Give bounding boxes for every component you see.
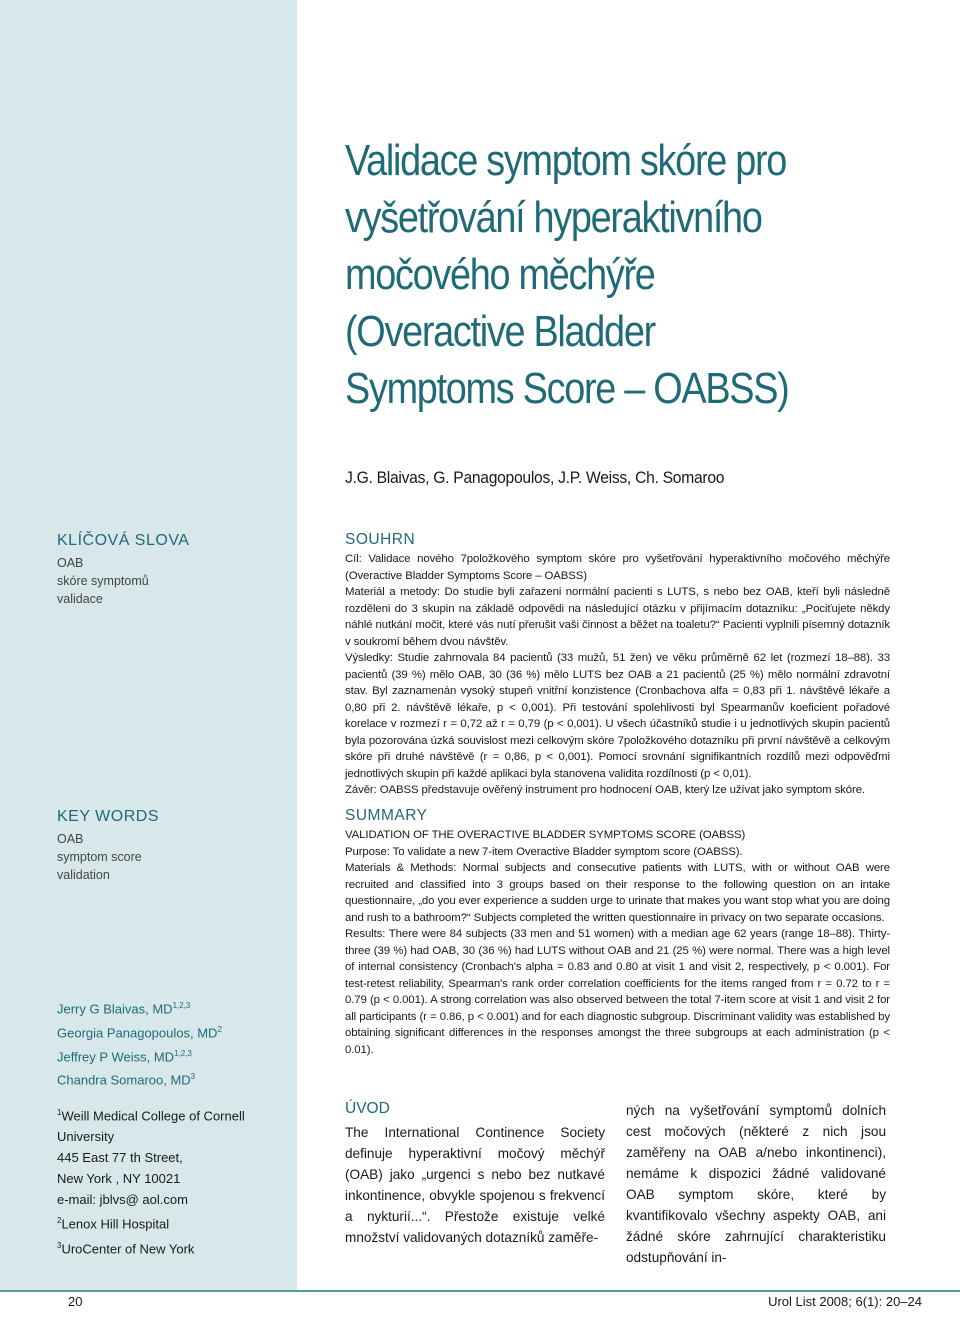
title-line: močového měchýře [345, 250, 655, 299]
affiliation-email: e-mail: jblvs@ aol.com [57, 1192, 188, 1208]
summary-paragraph: Purpose: To validate a new 7-item Overactive Bladder symptom score (OABSS). [345, 845, 743, 858]
summary-paragraph: Results: There were 84 subjects (33 men and 51 women) with a median age 62 years (range 18–88). Thirty-three (39 %) had OAB, 30 (36 %) had LUTS without OAB and 21 (25 %) were normal. There was a high level of internal consistency (Cronbach's alpha = 0.83 and 0.80 at visit 1 and visit 2, respectively, p < 0.001). For test-retest reliability, Spearman's rank order correlation coefficients for the items ranged from r = 0.72 to r = 0.79 (p < 0.001). A strong correlation was also observed between the total 7-item score at visit 1 and visit 2 for all participants (r = 0.86, p < 0.001) and for each diagnostic subgroup. Discriminant validity was established by obtaining significant differences in the responses amongst the three subgroups at each administration (p < 0.01). [345, 928, 890, 1056]
affiliation-line: 445 East 77 th Street, [57, 1150, 183, 1166]
author-entry: Jeffrey P Weiss, MD$^{1,2,3}$ [57, 1048, 192, 1064]
author-entry: Jerry G Blaivas, MD$^{1,2,3}$ [57, 1001, 191, 1017]
keyword: OAB [57, 832, 84, 846]
summary-paragraph: VALIDATION OF THE OVERACTIVE BLADDER SYMPTOMS SCORE (OABSS) [345, 829, 746, 841]
souhrn-paragraph: Materiál a metody: Do studie byli zařazeni normální pacienti s LUTS, s nebo bez OAB, kteří byli následně rozděleni do 3 skupin na základě odpovědi na následující otázku v přijímacím dotazníku: „Pociťujete někdy náhlé nutkání močit, které vás nutí přerušit vaši činnost a běžet na toaletu?“ Pacienti vyplnili písemný dotazník v soukromí během dvou návštěv. [345, 586, 890, 648]
souhrn-section [345, 531, 890, 799]
title-line: Symptoms Score – OABSS) [345, 364, 789, 413]
sidebar-panel [0, 0, 297, 1290]
author-entry: Georgia Panagopoulos, $MD^2$ [57, 1024, 222, 1041]
journal-citation: Urol List 2008; 6(1): 20–24 [768, 1294, 922, 1309]
affiliation-line: $^3$UroCenter of New York [57, 1240, 195, 1256]
uvod-column-1 [345, 1100, 605, 1248]
affiliation-line: $^2$Lenox Hill Hospital [57, 1216, 170, 1232]
souhrn-paragraph: Cíl: Validace nového 7položkového symptom skóre pro vyšetřování hyperaktivního močového měchýře (Overactive Bladder Symptoms Score – OABSS) [345, 553, 890, 582]
souhrn-paragraph: Výsledky: Studie zahrnovala 84 pacientů (33 mužů, 51 žen) ve věku průměrně 62 let (rozmezí 18–88). 33 pacientů (39 %) mělo OAB, 30 (36 %) mělo LUTS bez OAB a 21 pacientů (25 %) mělo normální zdravotní stav. Byl zaznamenán vysoký stupeň vnitřní konzistence (Cronbachova alfa = 0,83 při 1. návštěvě lékaře a 0,80 při 2. návštěvě lékaře, p < 0,001). Při testování spolehlivosti byl Spearmanův koeficient pořadové korelace v rozmezí r = 0,72 až r = 0,79 (p < 0,001). U všech účastníků studie i u jednotlivých skupin pacientů byla pozorována úzká souvislost mezi celkovým skóre 7položkového dotazníku při první návštěvě a celkovým skóre při druhé návštěvě (r = 0,86, p < 0,001). Pomocí srovnání signifikantních rozdílů mezi odpověďmi jednotlivých skupin při každé aplikaci byla stanovena validita rozdílnosti (p < 0,01). [345, 652, 890, 780]
keyword: OAB [57, 556, 84, 570]
title-line: Validace symptom skóre pro [345, 136, 787, 185]
author-entry: Chandra Somaroo, $MD^3$ [57, 1072, 196, 1088]
keyword: validation [57, 868, 110, 882]
summary-section [345, 807, 890, 1058]
uvod-heading: ÚVOD [345, 1100, 390, 1117]
footer-divider [0, 1290, 960, 1292]
affiliation-line: University [57, 1129, 115, 1145]
souhrn-paragraph: Závěr: OABSS představuje ověřený instrument pro hodnocení OAB, který lze užívat jako symptom skóre. [345, 784, 865, 796]
summary-heading: SUMMARY [345, 807, 428, 824]
keywords-en-heading: KEY WORDS [57, 808, 159, 825]
title-line: vyšetřování hyperaktivního [345, 193, 762, 242]
affiliations [57, 1102, 245, 1259]
author-list [57, 996, 222, 1091]
keyword: skóre symptomů [57, 574, 149, 588]
keywords-cz [57, 532, 189, 608]
souhrn-heading: SOUHRN [345, 531, 416, 548]
uvod-paragraph: The International Continence Society definuje hyperaktivní močový měchýř (OAB) jako „urgenci s nebo bez nutkavé inkontinence, obvykle spojenou s frekvencí a nykturií...“. Přestože existuje velké množství validovaných dotazníků zaměře- [345, 1125, 605, 1245]
summary-paragraph: Materials & Methods: Normal subjects and consecutive patients with LUTS, with or without OAB were recruited and classified into 3 groups based on their response to the following question on an intake questionnaire, „do you ever experience a sudden urge to urinate that makes you want stop what you are doing and rush to a bathroom?“ Subjects completed the written questionnaire in privacy on two separate occasions. [345, 862, 890, 924]
affiliation-line: $^1$Weill Medical College of Cornell [57, 1108, 245, 1124]
page-number: 20 [68, 1294, 83, 1309]
article-title [345, 132, 861, 417]
byline: J.G. Blaivas, G. Panagopoulos, J.P. Weiss, Ch. Somaroo [345, 468, 725, 487]
keyword: symptom score [57, 850, 142, 864]
uvod-paragraph: ných na vyšetřování symptomů dolních cest močových (některé z nich jsou zaměřeny na OAB a/nebo inkontinenci), nemáme k dispozici žádné validované OAB symptom skóre, které by kvantifikovalo všechny aspekty OAB, ani žádné skóre zahrnující charakteristiku odstupňování in- [626, 1103, 886, 1265]
affiliation-line: New York , NY 10021 [57, 1171, 181, 1187]
keywords-en [57, 808, 159, 884]
title-line: (Overactive Bladder [345, 307, 655, 356]
uvod-column-2 [626, 1100, 886, 1268]
keyword: validace [57, 592, 103, 606]
keywords-cz-heading: KLÍČOVÁ SLOVA [57, 532, 190, 549]
